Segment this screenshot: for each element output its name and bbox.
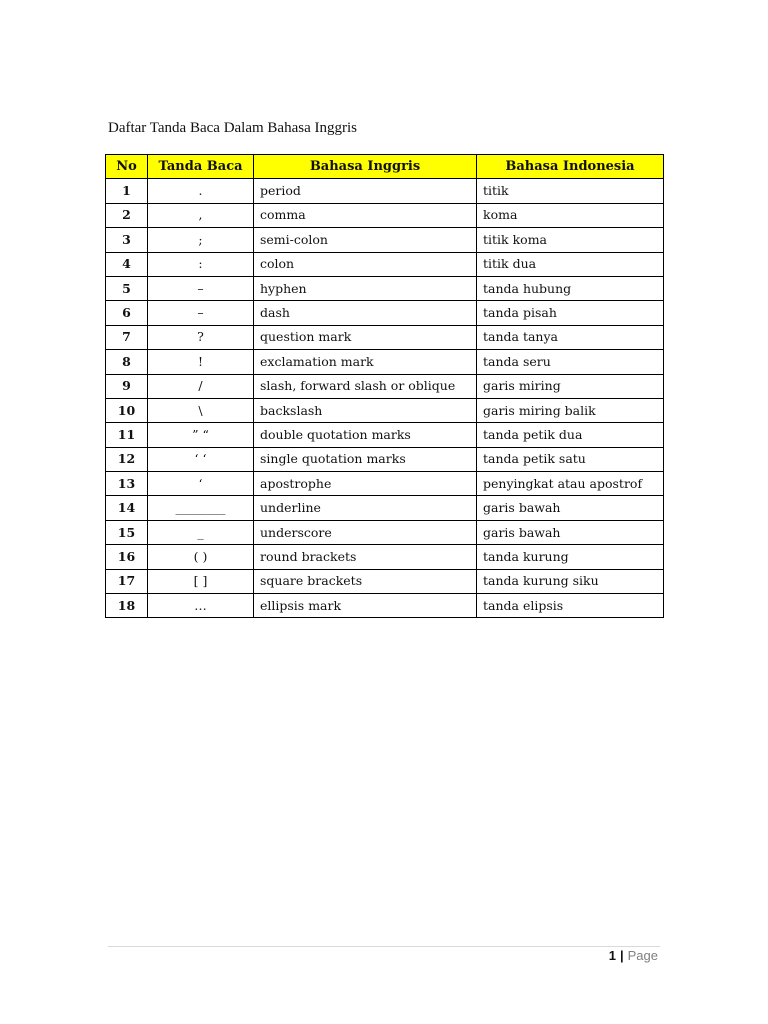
table-row (106, 398, 664, 422)
english-term: question mark (254, 325, 477, 349)
indonesian-term: tanda hubung (477, 276, 664, 300)
table-row (106, 179, 664, 203)
row-number: 3 (106, 228, 148, 252)
indonesian-term: tanda pisah (477, 301, 664, 325)
row-number: 14 (106, 496, 148, 520)
page-label: Page (627, 948, 658, 963)
indonesian-term: titik koma (477, 228, 664, 252)
indonesian-term: koma (477, 203, 664, 227)
english-term: ellipsis mark (254, 594, 477, 618)
punctuation-mark: [ ] (148, 569, 254, 593)
indonesian-term: tanda petik dua (477, 423, 664, 447)
indonesian-term: titik dua (477, 252, 664, 276)
english-term: round brackets (254, 545, 477, 569)
indonesian-term: garis miring (477, 374, 664, 398)
indonesian-term: titik (477, 179, 664, 203)
punctuation-table (105, 154, 664, 618)
english-term: apostrophe (254, 472, 477, 496)
table-row (106, 569, 664, 593)
english-term: backslash (254, 398, 477, 422)
row-number: 11 (106, 423, 148, 447)
row-number: 17 (106, 569, 148, 593)
table-header-row (106, 155, 664, 179)
table-row (106, 203, 664, 227)
punctuation-mark: ( ) (148, 545, 254, 569)
punctuation-mark: , (148, 203, 254, 227)
row-number: 4 (106, 252, 148, 276)
table-row (106, 520, 664, 544)
indonesian-term: tanda petik satu (477, 447, 664, 471)
english-term: underscore (254, 520, 477, 544)
row-number: 2 (106, 203, 148, 227)
row-number: 10 (106, 398, 148, 422)
punctuation-mark: ; (148, 228, 254, 252)
row-number: 9 (106, 374, 148, 398)
english-term: colon (254, 252, 477, 276)
punctuation-mark: ________ (148, 496, 254, 520)
punctuation-mark: ? (148, 325, 254, 349)
english-term: hyphen (254, 276, 477, 300)
table-row (106, 252, 664, 276)
page-title: Daftar Tanda Baca Dalam Bahasa Inggris (108, 120, 357, 136)
punctuation-mark: ! (148, 350, 254, 374)
english-term: double quotation marks (254, 423, 477, 447)
indonesian-term: penyingkat atau apostrof (477, 472, 664, 496)
english-term: square brackets (254, 569, 477, 593)
table-row (106, 228, 664, 252)
indonesian-term: garis miring balik (477, 398, 664, 422)
page-number: 1 (608, 948, 616, 963)
table-row (106, 447, 664, 471)
row-number: 12 (106, 447, 148, 471)
indonesian-term: tanda elipsis (477, 594, 664, 618)
indonesian-term: garis bawah (477, 496, 664, 520)
indonesian-term: garis bawah (477, 520, 664, 544)
table-body (106, 179, 664, 618)
table-row (106, 374, 664, 398)
punctuation-mark: – (148, 301, 254, 325)
english-term: single quotation marks (254, 447, 477, 471)
table-row (106, 545, 664, 569)
punctuation-mark: : (148, 252, 254, 276)
table-row (106, 594, 664, 618)
punctuation-mark: … (148, 594, 254, 618)
english-term: underline (254, 496, 477, 520)
punctuation-mark: . (148, 179, 254, 203)
row-number: 13 (106, 472, 148, 496)
page-footer (609, 948, 658, 963)
row-number: 5 (106, 276, 148, 300)
row-number: 8 (106, 350, 148, 374)
header-no: No (106, 155, 148, 179)
punctuation-mark: ” “ (148, 423, 254, 447)
punctuation-mark: _ (148, 520, 254, 544)
table-row (106, 276, 664, 300)
row-number: 15 (106, 520, 148, 544)
footer-divider (108, 946, 660, 947)
punctuation-mark: – (148, 276, 254, 300)
english-term: slash, forward slash or oblique (254, 374, 477, 398)
english-term: period (254, 179, 477, 203)
row-number: 6 (106, 301, 148, 325)
indonesian-term: tanda seru (477, 350, 664, 374)
indonesian-term: tanda kurung siku (477, 569, 664, 593)
row-number: 18 (106, 594, 148, 618)
header-bahasa-inggris: Bahasa Inggris (254, 155, 477, 179)
table-row (106, 423, 664, 447)
table-row (106, 496, 664, 520)
row-number: 7 (106, 325, 148, 349)
punctuation-mark: ‘ (148, 472, 254, 496)
indonesian-term: tanda kurung (477, 545, 664, 569)
english-term: semi-colon (254, 228, 477, 252)
english-term: dash (254, 301, 477, 325)
table-row (106, 350, 664, 374)
punctuation-mark: / (148, 374, 254, 398)
indonesian-term: tanda tanya (477, 325, 664, 349)
english-term: comma (254, 203, 477, 227)
english-term: exclamation mark (254, 350, 477, 374)
punctuation-mark: ‘ ‘ (148, 447, 254, 471)
header-tanda-baca: Tanda Baca (148, 155, 254, 179)
row-number: 16 (106, 545, 148, 569)
table-row (106, 301, 664, 325)
table-row (106, 325, 664, 349)
header-bahasa-indonesia: Bahasa Indonesia (477, 155, 664, 179)
row-number: 1 (106, 179, 148, 203)
punctuation-mark: \ (148, 398, 254, 422)
table-row (106, 472, 664, 496)
footer-separator: | (619, 948, 624, 963)
